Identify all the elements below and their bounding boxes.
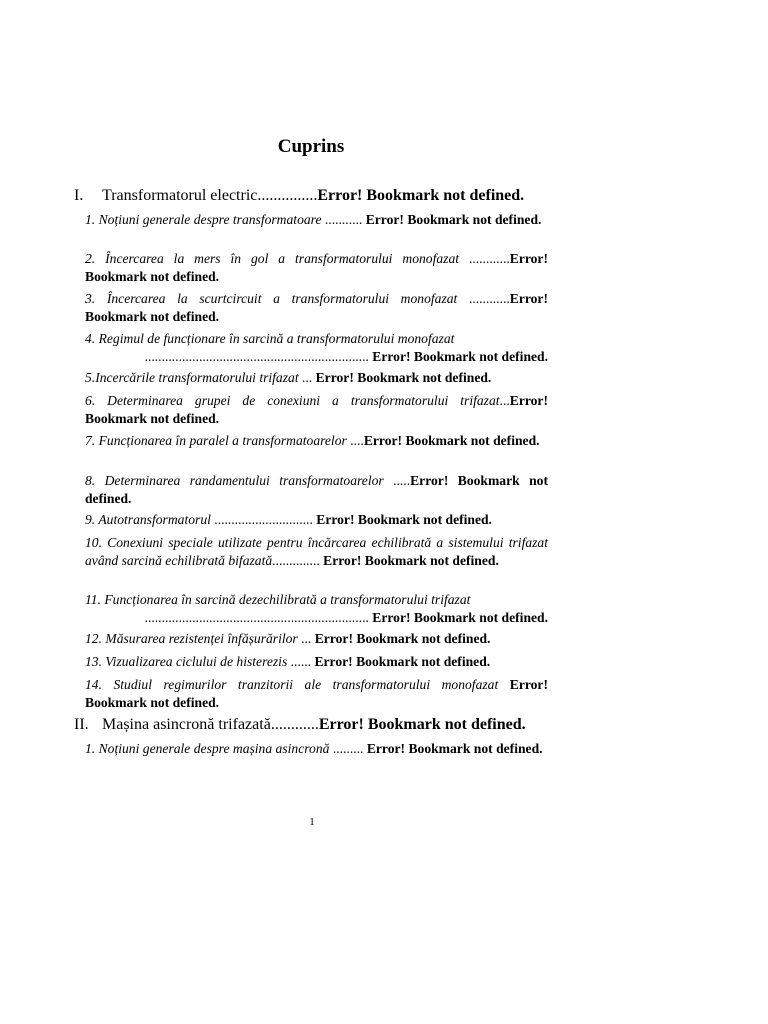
toc-entry-leader: ............ xyxy=(459,251,510,266)
toc-title: Cuprins xyxy=(277,136,345,157)
toc-entry-text: 3. Încercarea la scurtcircuit a transformatorului monofazat xyxy=(85,291,458,306)
toc-entry-error: Error! Bookmark not defined. xyxy=(85,291,548,324)
toc-entry-section-1-5[interactable] xyxy=(85,369,548,387)
toc-entry-text: 10. Conexiuni speciale utilizate pentru încărcarea echilibrată a sistemului trifazat având sarcină echilibrată bifazată xyxy=(85,535,548,568)
toc-entry-section-1-13[interactable] xyxy=(85,653,548,671)
toc-entry-section-1-14[interactable] xyxy=(85,676,548,712)
toc-entry-leader: ............ xyxy=(457,291,510,306)
toc-entry-chapter-2[interactable] xyxy=(74,715,548,735)
toc-entry-section-1-1[interactable] xyxy=(85,211,548,229)
toc-entry-error: Error! Bookmark not defined. xyxy=(318,716,526,733)
toc-entry-text: 1. Noțiuni generale despre transformatoare xyxy=(85,212,322,227)
toc-entry-leader: .............. xyxy=(272,553,320,568)
toc-entry-leader xyxy=(498,677,510,692)
toc-entry-leader: ............................. xyxy=(210,512,313,527)
toc-entry-number: II. xyxy=(74,716,89,733)
toc-entry-section-1-11[interactable] xyxy=(85,591,548,627)
toc-entry-text: 6. Determinarea grupei de conexiuni a transformatorului trifazat xyxy=(85,393,500,408)
toc-entry-error: Error! Bookmark not defined. xyxy=(314,654,491,669)
toc-entry-section-1-6[interactable] xyxy=(85,392,548,428)
toc-entry-error: Error! Bookmark not defined. xyxy=(366,741,543,756)
toc-entry-section-1-12[interactable] xyxy=(85,630,548,648)
toc-entry-error: Error! Bookmark not defined. xyxy=(323,553,499,568)
toc-entry-text: 11. Funcționarea în sarcină dezechilibrată a transformatorului trifazat xyxy=(85,592,471,607)
toc-entry-leader: .................................................................. xyxy=(144,610,369,625)
toc-entry-section-1-10[interactable] xyxy=(85,534,548,570)
toc-entry-error: Error! Bookmark not defined. xyxy=(363,433,540,448)
toc-entry-text: 5.Incercările transformatorului trifazat xyxy=(85,370,299,385)
page-number: 1 xyxy=(309,816,315,828)
toc-entry-section-1-4[interactable] xyxy=(85,330,548,366)
toc-entry-error: Error! Bookmark not defined. xyxy=(314,631,491,646)
toc-entry-error: Error! Bookmark not defined. xyxy=(315,370,492,385)
toc-entry-leader: ... xyxy=(499,393,510,408)
toc-entry-text: 8. Determinarea randamentului transformatoarelor xyxy=(85,473,384,488)
toc-entry-leader: ............ xyxy=(270,716,319,733)
toc-entry-leader: ... xyxy=(298,370,313,385)
toc-entry-text: 4. Regimul de funcționare în sarcină a transformatorului monofazat xyxy=(85,331,455,346)
toc-entry-leader: .... xyxy=(346,433,364,448)
toc-entry-text: 9. Autotransformatorul xyxy=(85,512,211,527)
toc-entry-text: 13. Vizualizarea ciclului de histerezis xyxy=(85,654,288,669)
toc-entry-leader: ..... xyxy=(383,473,411,488)
toc-entry-text: Transformatorul electric xyxy=(102,187,258,204)
toc-entry-text: 7. Funcționarea în paralel a transformatoarelor xyxy=(85,433,347,448)
toc-entry-section-1-3[interactable] xyxy=(85,290,548,326)
toc-entry-leader: .................................................................. xyxy=(144,349,369,364)
toc-entry-error: Error! Bookmark not defined. xyxy=(85,473,548,506)
toc-entry-leader: ............... xyxy=(257,187,318,204)
toc-entry-error: Error! Bookmark not defined. xyxy=(85,251,548,284)
toc-entry-error: Error! Bookmark not defined. xyxy=(85,393,548,426)
toc-entry-text: 1. Noțiuni generale despre mașina asincronă xyxy=(85,741,330,756)
toc-entry-number: I. xyxy=(74,187,84,204)
toc-entry-error: Error! Bookmark not defined. xyxy=(317,187,525,204)
toc-entry-chapter-1[interactable] xyxy=(74,186,548,206)
toc-entry-leader: ......... xyxy=(329,741,364,756)
toc-entry-error: Error! Bookmark not defined. xyxy=(85,677,548,710)
toc-entry-leader: ........... xyxy=(321,212,363,227)
toc-entry-section-1-2[interactable] xyxy=(85,250,548,286)
toc-entry-text: Mașina asincronă trifazată xyxy=(102,716,271,733)
toc-entry-text: 12. Măsurarea rezistenței înfășurărilor xyxy=(85,631,298,646)
toc-entry-error: Error! Bookmark not defined. xyxy=(316,512,492,527)
toc-entry-text: 2. Încercarea la mers în gol a transformatorului monofazat xyxy=(85,251,460,266)
toc-entry-leader-line xyxy=(85,348,548,366)
toc-entry-section-2-1[interactable] xyxy=(85,740,548,758)
toc-entry-leader-line xyxy=(85,609,548,627)
toc-entry-section-1-9[interactable] xyxy=(85,511,548,529)
toc-entry-error: Error! Bookmark not defined. xyxy=(372,349,548,364)
toc-entry-error: Error! Bookmark not defined. xyxy=(365,212,542,227)
toc-entry-error: Error! Bookmark not defined. xyxy=(372,610,548,625)
toc-entry-leader: ... xyxy=(297,631,312,646)
toc-entry-text: 14. Studiul regimurilor tranzitorii ale transformatorului monofazat xyxy=(85,677,499,692)
toc-entry-section-1-8[interactable] xyxy=(85,472,548,508)
toc-entry-section-1-7[interactable] xyxy=(85,432,548,450)
toc-entry-leader: ...... xyxy=(287,654,312,669)
